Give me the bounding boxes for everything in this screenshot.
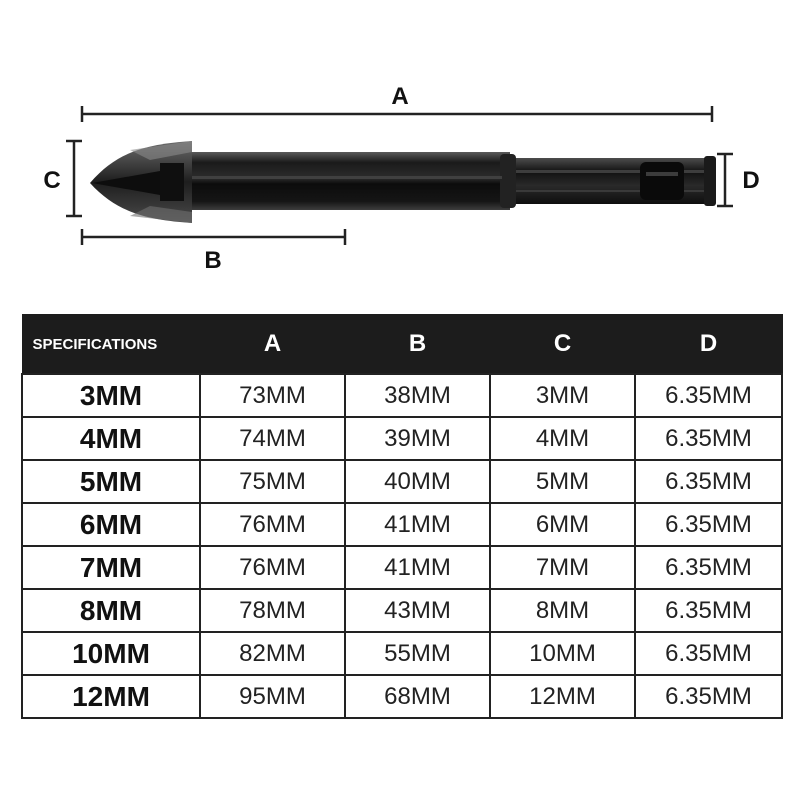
table-row [22,460,782,503]
cell-a: 76MM [200,503,345,546]
table-row [22,503,782,546]
cell-c: 5MM [490,460,635,503]
cell-size: 6MM [22,503,200,546]
dimension-label-d: D [742,167,760,194]
cell-size: 3MM [22,374,200,417]
cell-c: 4MM [490,417,635,460]
cell-d: 6.35MM [635,460,782,503]
cell-d: 6.35MM [635,589,782,632]
header-d: D [635,315,782,375]
cell-size: 4MM [22,417,200,460]
cell-size: 8MM [22,589,200,632]
cell-d: 6.35MM [635,632,782,675]
cell-size: 12MM [22,675,200,718]
cell-c: 10MM [490,632,635,675]
cell-d: 6.35MM [635,503,782,546]
specifications-table [21,314,783,719]
table-row [22,675,782,718]
cell-a: 75MM [200,460,345,503]
cell-a: 73MM [200,374,345,417]
cell-c: 12MM [490,675,635,718]
header-specifications: SPECIFICATIONS [22,315,200,375]
cell-c: 3MM [490,374,635,417]
cell-c: 8MM [490,589,635,632]
cell-b: 41MM [345,546,490,589]
table-row [22,589,782,632]
cell-b: 43MM [345,589,490,632]
cell-a: 76MM [200,546,345,589]
cell-c: 7MM [490,546,635,589]
cell-b: 68MM [345,675,490,718]
table-header-row [22,315,782,375]
cell-b: 41MM [345,503,490,546]
cell-b: 39MM [345,417,490,460]
cell-size: 7MM [22,546,200,589]
dimension-line-b [82,229,345,245]
cell-size: 5MM [22,460,200,503]
table-row [22,546,782,589]
table-row [22,374,782,417]
header-c: C [490,315,635,375]
cell-d: 6.35MM [635,417,782,460]
dimension-label-a: A [391,83,409,110]
cell-size: 10MM [22,632,200,675]
cell-d: 6.35MM [635,374,782,417]
dimension-line-d [717,154,733,206]
dimension-label-c: C [43,167,61,194]
drill-bit-dimension-diagram [0,0,800,300]
cell-a: 78MM [200,589,345,632]
header-b: B [345,315,490,375]
cell-a: 74MM [200,417,345,460]
dimension-line-c [66,141,82,216]
cell-c: 6MM [490,503,635,546]
cell-b: 38MM [345,374,490,417]
cell-b: 55MM [345,632,490,675]
cell-a: 82MM [200,632,345,675]
cell-d: 6.35MM [635,546,782,589]
table-row [22,417,782,460]
header-a: A [200,315,345,375]
drill-bit-image [90,141,716,223]
dimension-label-b: B [204,247,222,274]
cell-a: 95MM [200,675,345,718]
cell-d: 6.35MM [635,675,782,718]
cell-b: 40MM [345,460,490,503]
table-row [22,632,782,675]
